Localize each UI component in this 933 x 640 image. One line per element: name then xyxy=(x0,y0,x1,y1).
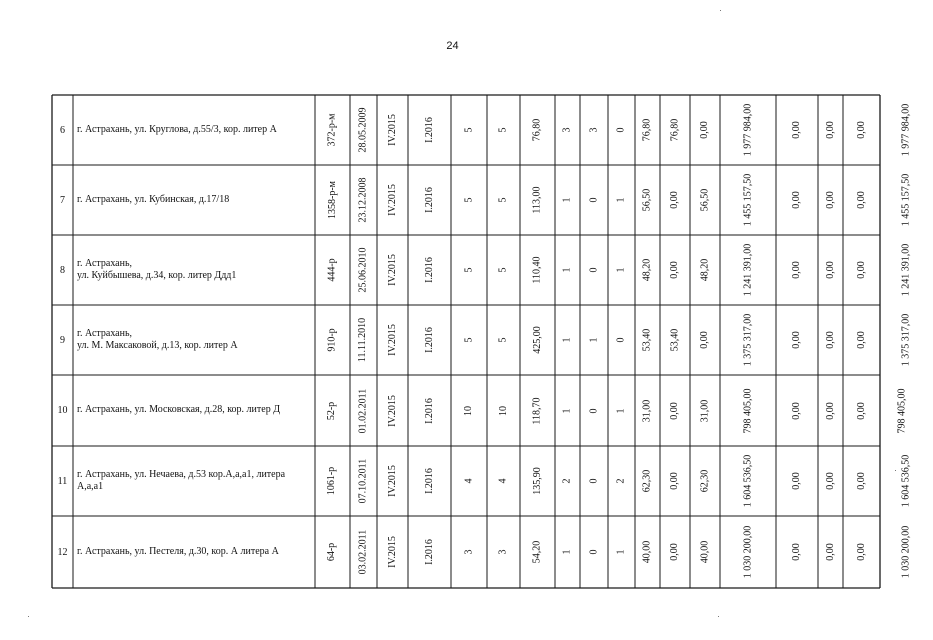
value-cell xyxy=(608,235,635,305)
cell-value: I.2016 xyxy=(423,327,435,353)
value-cell xyxy=(690,235,720,305)
page-number: 24 xyxy=(446,40,459,52)
value-cell xyxy=(660,95,690,165)
cell-value: 48,20 xyxy=(699,258,710,282)
value-cell xyxy=(487,235,520,305)
value-cell xyxy=(635,235,660,305)
value-cell xyxy=(520,165,555,235)
value-cell xyxy=(377,305,408,375)
value-cell xyxy=(776,446,818,516)
value-cell xyxy=(660,446,690,516)
cell-value: 56,50 xyxy=(641,188,653,212)
cell-value: 0,00 xyxy=(855,331,867,349)
cell-value: 0,00 xyxy=(669,543,680,561)
scan-speck xyxy=(28,616,29,617)
value-cell xyxy=(776,305,818,375)
value-cell xyxy=(408,516,451,588)
value-cell xyxy=(555,305,580,375)
value-cell xyxy=(776,516,818,588)
cell-value: IV.2015 xyxy=(386,394,398,427)
cell-value: 1 xyxy=(615,197,627,203)
row-number: 12 xyxy=(57,546,68,558)
cell-value: 0,00 xyxy=(855,472,867,490)
value-cell xyxy=(487,516,520,588)
value-cell xyxy=(580,375,608,446)
cell-value: IV.2015 xyxy=(386,114,398,146)
value-cell xyxy=(350,95,377,165)
cell-value: 0,00 xyxy=(855,401,867,420)
value-cell xyxy=(315,446,350,516)
value-cell xyxy=(377,446,408,516)
value-cell xyxy=(720,95,776,165)
value-cell xyxy=(635,95,660,165)
value-cell xyxy=(520,305,555,375)
value-cell xyxy=(350,375,377,446)
cell-value: 0,00 xyxy=(791,401,802,420)
value-cell xyxy=(520,235,555,305)
cell-value: 0,00 xyxy=(669,401,680,420)
cell-value: 425,00 xyxy=(531,326,543,354)
cell-value: 0,00 xyxy=(791,261,802,279)
value-cell xyxy=(880,446,933,516)
cell-value: 64-р xyxy=(326,542,338,562)
cell-value: 1 241 391,00 xyxy=(900,243,912,297)
value-cell xyxy=(608,165,635,235)
value-cell xyxy=(880,235,933,305)
value-cell xyxy=(487,446,520,516)
cell-value: 1 xyxy=(561,267,573,273)
value-cell xyxy=(776,165,818,235)
cell-value: 0,00 xyxy=(855,261,867,279)
value-cell xyxy=(635,446,660,516)
cell-value: IV.2015 xyxy=(386,184,398,216)
value-cell xyxy=(843,95,880,165)
value-cell xyxy=(720,305,776,375)
cell-value: 76,80 xyxy=(669,118,680,142)
value-cell xyxy=(690,375,720,446)
cell-value: 5 xyxy=(463,127,474,133)
cell-value: 11.11.2010 xyxy=(357,317,369,363)
cell-value: 5 xyxy=(497,267,509,273)
cell-value: 0,00 xyxy=(824,191,836,209)
row-number: 9 xyxy=(60,334,65,346)
value-cell xyxy=(408,165,451,235)
value-cell xyxy=(818,446,843,516)
cell-value: 0,00 xyxy=(669,261,680,279)
value-cell xyxy=(720,235,776,305)
value-cell xyxy=(315,95,350,165)
cell-value: 1 030 200,00 xyxy=(900,525,912,579)
row-number: 6 xyxy=(60,124,65,136)
value-cell xyxy=(487,95,520,165)
value-cell xyxy=(608,375,635,446)
cell-value: 28.05.2009 xyxy=(357,107,369,153)
value-cell xyxy=(660,375,690,446)
cell-value: 5 xyxy=(497,337,509,343)
cell-value: 62,30 xyxy=(699,469,710,493)
cell-value: 798 405,00 xyxy=(742,388,753,433)
value-cell xyxy=(580,165,608,235)
address-cell: г. Астрахань, ул. Куйбышева, д.34, кор. литер Ддд1 xyxy=(77,257,237,281)
cell-value: 0,00 xyxy=(791,543,802,561)
cell-value: I.2016 xyxy=(423,468,435,494)
cell-value: 52-р xyxy=(326,401,338,420)
cell-value: 1358-р-м xyxy=(326,181,338,219)
cell-value: 1 xyxy=(615,549,627,555)
cell-value: 1 241 391,00 xyxy=(742,243,753,297)
value-cell xyxy=(776,235,818,305)
value-cell xyxy=(315,375,350,446)
value-cell xyxy=(843,305,880,375)
value-cell xyxy=(608,516,635,588)
cell-value: 53,40 xyxy=(641,328,653,352)
value-cell xyxy=(880,516,933,588)
value-cell xyxy=(690,305,720,375)
value-cell xyxy=(818,165,843,235)
cell-value: 3 xyxy=(588,127,599,133)
value-cell xyxy=(520,375,555,446)
cell-value: 0 xyxy=(588,549,599,555)
value-cell xyxy=(580,446,608,516)
value-cell xyxy=(451,235,487,305)
cell-value: 0,00 xyxy=(855,121,867,139)
value-cell xyxy=(580,235,608,305)
cell-value: 10 xyxy=(463,405,474,416)
cell-value: 31,00 xyxy=(699,399,710,422)
value-cell xyxy=(608,95,635,165)
cell-value: 1 xyxy=(561,549,573,555)
value-cell xyxy=(818,516,843,588)
value-cell xyxy=(377,165,408,235)
cell-value: 0,00 xyxy=(855,543,867,561)
cell-value: 0,00 xyxy=(791,472,802,490)
cell-value: 0 xyxy=(615,127,627,133)
value-cell xyxy=(487,305,520,375)
cell-value: 0,00 xyxy=(824,121,836,139)
cell-value: 5 xyxy=(463,337,474,343)
value-cell xyxy=(690,446,720,516)
value-cell xyxy=(555,235,580,305)
value-cell xyxy=(843,235,880,305)
value-cell xyxy=(377,95,408,165)
value-cell xyxy=(451,516,487,588)
value-cell xyxy=(720,165,776,235)
value-cell xyxy=(520,446,555,516)
value-cell xyxy=(408,446,451,516)
value-cell xyxy=(555,446,580,516)
cell-value: 0,00 xyxy=(824,261,836,279)
cell-value: 1 xyxy=(561,408,573,413)
value-cell xyxy=(720,446,776,516)
value-cell xyxy=(350,305,377,375)
cell-value: 1 xyxy=(561,197,573,203)
address-cell: г. Астрахань, ул. Нечаева, д.53 кор.А,а,а1, литера А,а,а1 xyxy=(77,468,286,492)
cell-value: I.2016 xyxy=(423,257,435,283)
cell-value: 0 xyxy=(588,197,599,203)
cell-value: 0,00 xyxy=(791,331,802,349)
cell-value: 3 xyxy=(561,127,573,133)
cell-value: 0 xyxy=(588,478,599,484)
value-cell xyxy=(660,305,690,375)
value-cell xyxy=(377,516,408,588)
value-cell xyxy=(408,375,451,446)
value-cell xyxy=(843,375,880,446)
cell-value: 2 xyxy=(615,478,627,484)
value-cell xyxy=(451,446,487,516)
value-cell xyxy=(555,375,580,446)
value-cell xyxy=(555,95,580,165)
cell-value: I.2016 xyxy=(423,117,435,143)
value-cell xyxy=(818,375,843,446)
cell-value: IV.2015 xyxy=(386,324,398,356)
cell-value: 1 375 317,00 xyxy=(900,313,912,367)
value-cell xyxy=(776,95,818,165)
cell-value: 113,00 xyxy=(531,186,543,214)
cell-value: 40,00 xyxy=(641,540,653,564)
value-cell xyxy=(880,165,933,235)
cell-value: 53,40 xyxy=(669,328,680,352)
value-cell xyxy=(660,516,690,588)
cell-value: 1 455 157,50 xyxy=(900,173,912,227)
value-cell xyxy=(520,516,555,588)
cell-value: 62,30 xyxy=(641,469,653,493)
cell-value: 40,00 xyxy=(699,540,710,564)
cell-value: 0,00 xyxy=(669,472,680,490)
value-cell xyxy=(555,516,580,588)
cell-value: 1 xyxy=(615,267,627,273)
cell-value: I.2016 xyxy=(423,397,435,424)
value-cell xyxy=(315,165,350,235)
value-cell xyxy=(660,235,690,305)
value-cell xyxy=(776,375,818,446)
value-cell xyxy=(487,375,520,446)
value-cell xyxy=(818,235,843,305)
cell-value: IV.2015 xyxy=(386,536,398,568)
cell-value: 444-р xyxy=(326,258,338,282)
value-cell xyxy=(580,516,608,588)
value-cell xyxy=(635,375,660,446)
cell-value: 1 455 157,50 xyxy=(742,173,753,227)
cell-value: 1 xyxy=(561,337,573,343)
scan-speck xyxy=(718,616,719,617)
value-cell xyxy=(451,305,487,375)
scan-speck xyxy=(720,10,721,11)
value-cell xyxy=(880,95,933,165)
row-number: 10 xyxy=(57,405,68,416)
cell-value: 07.10.2011 xyxy=(357,458,369,504)
cell-value: 1 977 984,00 xyxy=(742,103,753,157)
cell-value: 0 xyxy=(615,337,627,343)
value-cell xyxy=(843,165,880,235)
cell-value: 110,40 xyxy=(531,256,543,284)
value-cell xyxy=(635,516,660,588)
cell-value: 1 xyxy=(588,337,599,343)
address-cell: г. Астрахань, ул. Московская, д.28, кор. литер Д xyxy=(77,404,281,416)
cell-value: 4 xyxy=(497,478,509,484)
value-cell xyxy=(451,95,487,165)
value-cell xyxy=(635,165,660,235)
cell-value: 54,20 xyxy=(531,540,543,564)
cell-value: 0 xyxy=(588,267,599,273)
row-number: 11 xyxy=(57,475,68,487)
address-cell: г. Астрахань, ул. М. Максаковой, д.13, кор. литер А xyxy=(77,327,238,351)
cell-value: 0,00 xyxy=(824,331,836,349)
cell-value: 4 xyxy=(463,478,474,484)
cell-value: 03.02.2011 xyxy=(357,529,369,575)
cell-value: 118,70 xyxy=(531,396,543,425)
cell-value: 1 030 200,00 xyxy=(742,525,753,579)
cell-value: 0,00 xyxy=(824,543,836,561)
cell-value: 3 xyxy=(497,549,509,555)
value-cell xyxy=(315,516,350,588)
cell-value: 1 977 984,00 xyxy=(900,103,912,157)
value-cell xyxy=(720,516,776,588)
cell-value: 10 xyxy=(497,405,509,416)
value-cell xyxy=(880,375,925,446)
address-cell: г. Астрахань, ул. Пестеля, д.30, кор. А литера А xyxy=(77,545,279,557)
cell-value: 0,00 xyxy=(669,191,680,209)
value-cell xyxy=(555,165,580,235)
value-cell xyxy=(377,375,408,446)
cell-value: 01.02.2011 xyxy=(357,388,369,433)
value-cell xyxy=(408,235,451,305)
value-cell xyxy=(408,305,451,375)
cell-value: I.2016 xyxy=(423,539,435,565)
value-cell xyxy=(818,305,843,375)
scan-speck xyxy=(895,470,896,471)
cell-value: 1 604 536,50 xyxy=(900,454,912,508)
value-cell xyxy=(690,165,720,235)
value-cell xyxy=(315,235,350,305)
value-cell xyxy=(818,95,843,165)
value-cell xyxy=(608,305,635,375)
cell-value: 0,00 xyxy=(824,472,836,490)
cell-value: 2 xyxy=(561,478,573,484)
cell-value: 910-р xyxy=(326,328,338,352)
value-cell xyxy=(487,165,520,235)
cell-value: 5 xyxy=(463,197,474,203)
cell-value: 1 375 317,00 xyxy=(742,313,753,367)
cell-value: 31,00 xyxy=(641,399,653,422)
value-cell xyxy=(690,516,720,588)
cell-value: 0 xyxy=(588,408,599,413)
value-cell xyxy=(580,305,608,375)
cell-value: 0,00 xyxy=(699,121,710,139)
value-cell xyxy=(660,165,690,235)
value-cell xyxy=(520,95,555,165)
cell-value: 48,20 xyxy=(641,258,653,282)
cell-value: 798 405,00 xyxy=(896,388,908,433)
cell-value: 5 xyxy=(497,197,509,203)
cell-value: 56,50 xyxy=(699,188,710,212)
address-cell: г. Астрахань, ул. Кубинская, д.17/18 xyxy=(77,193,230,205)
cell-value: 5 xyxy=(463,267,474,273)
cell-value: IV.2015 xyxy=(386,465,398,497)
value-cell xyxy=(635,305,660,375)
value-cell xyxy=(451,375,487,446)
value-cell xyxy=(408,95,451,165)
cell-value: 1 604 536,50 xyxy=(742,454,753,508)
cell-value: 3 xyxy=(463,549,474,555)
value-cell xyxy=(690,95,720,165)
cell-value: 5 xyxy=(497,127,509,133)
cell-value: 76,80 xyxy=(641,118,653,142)
value-cell xyxy=(315,305,350,375)
cell-value: 135,90 xyxy=(531,467,543,495)
value-cell xyxy=(350,165,377,235)
cell-value: I.2016 xyxy=(423,187,435,213)
cell-value: 372-р-м xyxy=(326,113,338,147)
cell-value: 0,00 xyxy=(855,191,867,209)
value-cell xyxy=(350,235,377,305)
cell-value: 23.12.2008 xyxy=(357,177,369,223)
value-cell xyxy=(843,516,880,588)
value-cell xyxy=(377,235,408,305)
cell-value: IV.2015 xyxy=(386,254,398,286)
value-cell xyxy=(720,375,776,446)
cell-value: 0,00 xyxy=(824,401,836,420)
value-cell xyxy=(880,305,933,375)
value-cell xyxy=(350,516,377,588)
cell-value: 0,00 xyxy=(699,331,710,349)
row-number: 8 xyxy=(60,264,65,276)
cell-value: 1061-р xyxy=(326,466,338,496)
value-cell xyxy=(843,446,880,516)
value-cell xyxy=(580,95,608,165)
cell-value: 0,00 xyxy=(791,191,802,209)
address-cell: г. Астрахань, ул. Круглова, д.55/3, кор. литер А xyxy=(77,123,277,135)
row-number: 7 xyxy=(60,194,65,206)
cell-value: 0,00 xyxy=(791,121,802,139)
cell-value: 1 xyxy=(615,408,627,413)
cell-value: 25.06.2010 xyxy=(357,247,369,293)
cell-value: 76,80 xyxy=(531,118,543,142)
value-cell xyxy=(608,446,635,516)
value-cell xyxy=(451,165,487,235)
value-cell xyxy=(350,446,377,516)
